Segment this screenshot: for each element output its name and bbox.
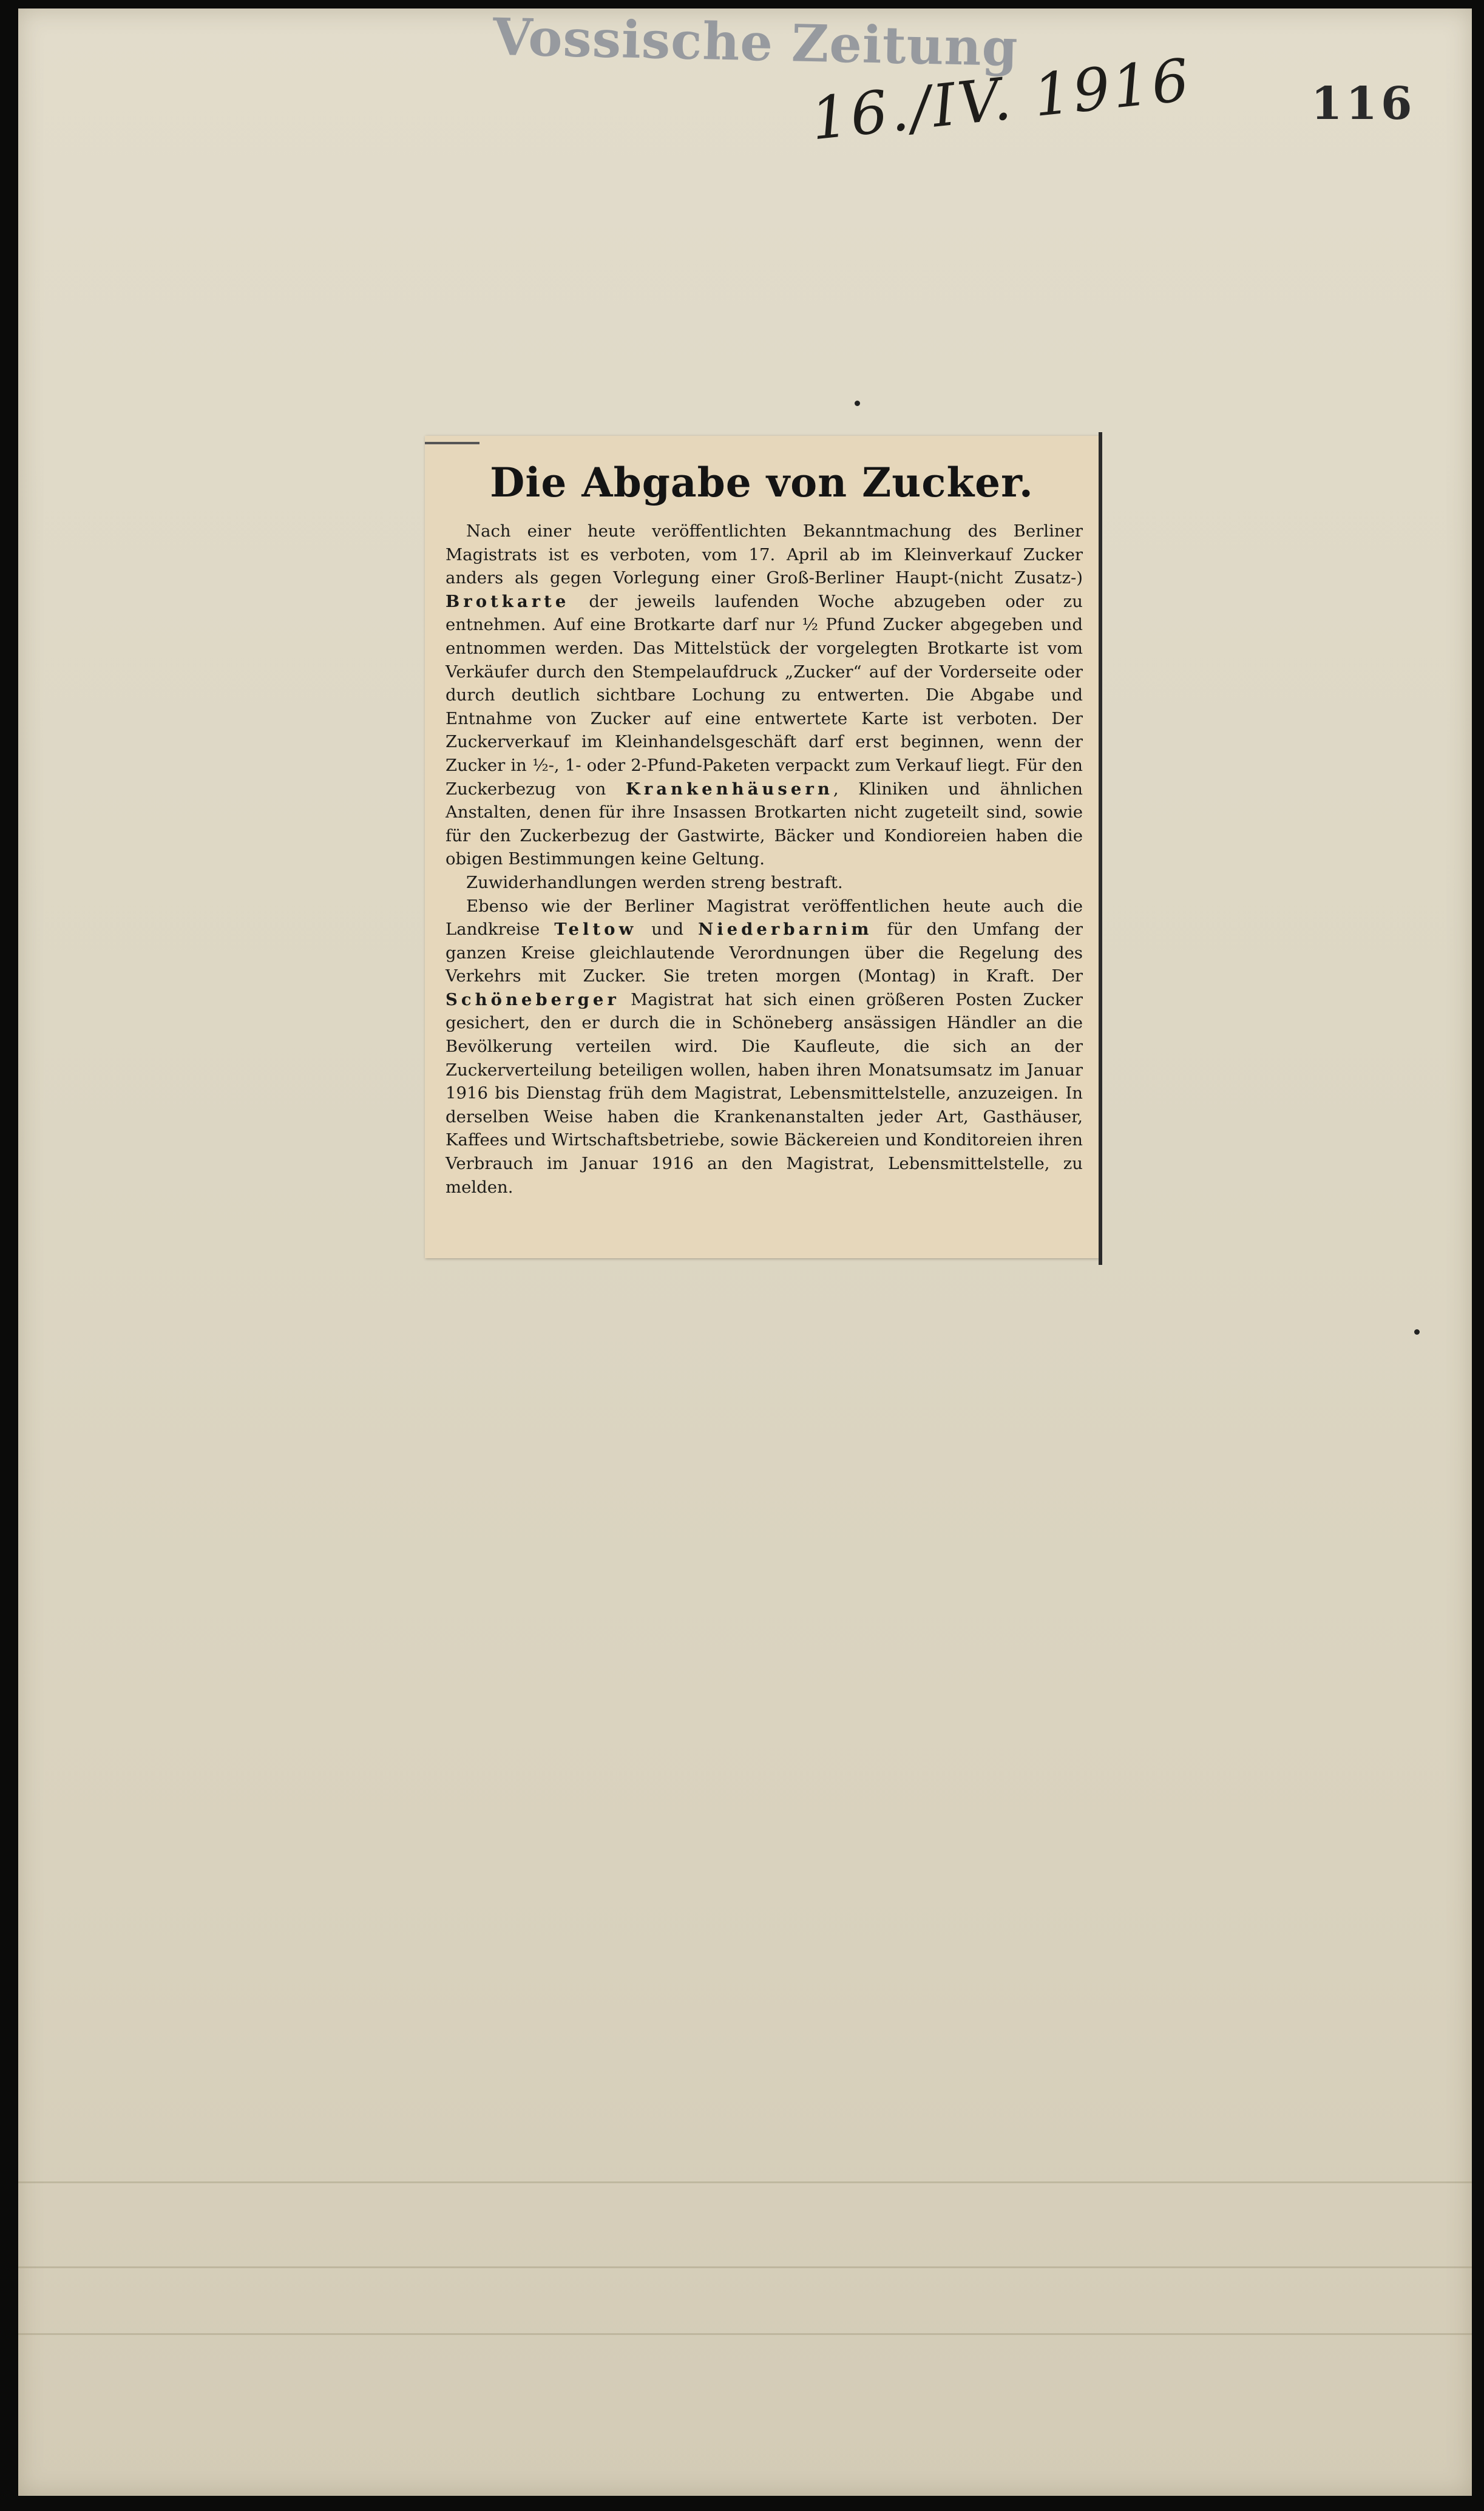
paper-fold [18, 2181, 1472, 2183]
paper-fold [18, 2266, 1472, 2268]
newspaper-stamp: Vossische Zeitung [492, 6, 1019, 78]
newspaper-clipping [425, 436, 1099, 1258]
article-body [446, 520, 1083, 1199]
ink-speck [855, 401, 860, 406]
clipping-rule [425, 442, 479, 444]
article-headline: Die Abgabe von Zucker. [490, 459, 1034, 506]
article-paragraph: Ebenso wie der Berliner Magistrat veröffentlichen heute auch die Landkreise Teltow und Niederbarnim für den Umfang der ganzen Kreise gleichlautende Verordnungen über die Regelung des Verkehrs mit Zucker. Sie treten morgen (Montag) in Kraft. Der Schöneberger Magistrat hat sich einen größeren Posten Zucker gesichert, den er durch die in Schöneberg ansässigen Händler an die Bevölkerung verteilen wird. Die Kaufleute, die sich an der Zuckerverteilung beteiligen wollen, haben ihren Monatsumsatz im Januar 1916 bis Dienstag früh dem Magistrat, Lebensmittelstelle, anzuzeigen. In derselben Weise haben die Krankenanstalten jeder Art, Gasthäuser, Kaffees und Wirtschaftsbetriebe, sowie Bäckereien und Konditoreien ihren Verbrauch im Januar 1916 an den Magistrat, Lebensmittelstelle, zu melden. [446, 896, 1083, 1197]
clipping-column-rule [1099, 432, 1102, 1265]
article-paragraph: Nach einer heute veröffentlichten Bekanntmachung des Berliner Magistrats ist es verboten, vom 17. April ab im Kleinverkauf Zucker anders als gegen Vorlegung einer Groß-Berliner Haupt-(nicht Zusatz-) Brotkarte der jeweils laufenden Woche abzugeben oder zu entnehmen. Auf eine Brotkarte darf nur ½ Pfund Zucker abgegeben und entnommen werden. Das Mittelstück der vorgelegten Brotkarte ist vom Verkäufer durch den Stempelaufdruck „Zucker“ auf der Vorderseite oder durch deutlich sichtbare Lochung zu entwerten. Die Abgabe und Entnahme von Zucker auf eine entwertete Karte ist verboten. Der Zuckerverkauf im Kleinhandelsgeschäft darf erst beginnen, wenn der Zucker in ½-, 1- oder 2-Pfund-Paketen verpackt zum Verkauf liegt. Für den Zuckerbezug von Krankenhäusern, Kliniken und ähnlichen Anstalten, denen für ihre Insassen Brotkarten nicht zugeteilt sind, sowie für den Zuckerbezug der Gastwirte, Bäcker und Kondioreien haben die obigen Bestimmungen keine Geltung. [446, 521, 1083, 869]
ink-speck [1414, 1329, 1420, 1335]
article-paragraph: Zuwiderhandlungen werden streng bestraft. [466, 872, 843, 892]
handwritten-date: 16./IV. 1916 [807, 46, 1194, 154]
page-number: 116 [1311, 78, 1416, 130]
paper-fold [18, 2333, 1472, 2335]
